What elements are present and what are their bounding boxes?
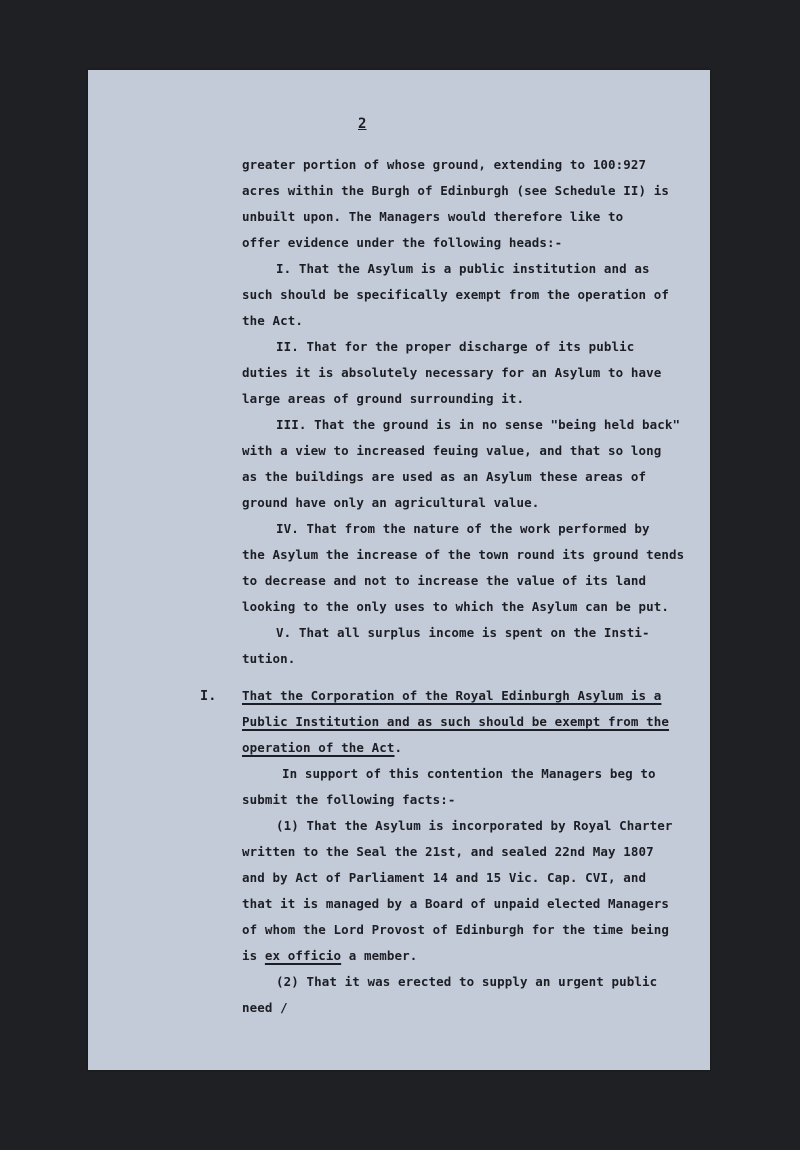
head-line: III. That the ground is in no sense "being held back": [276, 417, 681, 432]
head-line: the Act.: [242, 313, 304, 328]
section-numeral: I.: [200, 688, 217, 704]
head-line: large areas of ground surrounding it.: [242, 391, 525, 406]
fact-line: and by Act of Parliament 14 and 15 Vic. Cap. CVI, and: [242, 870, 647, 885]
section-heading-line: Public Institution and as such should be exempt from the: [242, 714, 670, 729]
fact-line: need /: [242, 1000, 288, 1015]
section-heading-line: That the Corporation of the Royal Edinburgh Asylum is a: [242, 688, 662, 703]
head-line: as the buildings are used as an Asylum these areas of: [242, 469, 647, 484]
section-heading-text: operation of the Act: [242, 740, 395, 755]
fact-line: written to the Seal the 21st, and sealed 22nd May 1807: [242, 844, 654, 859]
fact-line: (1) That the Asylum is incorporated by Royal Charter: [276, 818, 673, 833]
head-line: such should be specifically exempt from the operation of: [242, 287, 670, 302]
body-line: offer evidence under the following heads:-: [242, 235, 563, 250]
head-line: the Asylum the increase of the town round its ground tends: [242, 547, 685, 562]
fact-line: of whom the Lord Provost of Edinburgh for the time being: [242, 922, 670, 937]
fact-line: [242, 948, 417, 963]
body-line: unbuilt upon. The Managers would therefore like to: [242, 209, 624, 224]
head-line: looking to the only uses to which the Asylum can be put.: [242, 599, 670, 614]
head-line: V. That all surplus income is spent on the Insti-: [276, 625, 650, 640]
head-line: IV. That from the nature of the work performed by: [276, 521, 650, 536]
section-heading-line: [242, 740, 402, 755]
fact-text: a member.: [341, 948, 418, 963]
head-line: II. That for the proper discharge of its public: [276, 339, 635, 354]
body-line: greater portion of whose ground, extending to 100:927: [242, 157, 647, 172]
head-line: with a view to increased feuing value, and that so long: [242, 443, 662, 458]
head-line: to decrease and not to increase the value of its land: [242, 573, 647, 588]
head-line: ground have only an agricultural value.: [242, 495, 540, 510]
body-line: acres within the Burgh of Edinburgh (see Schedule II) is: [242, 183, 670, 198]
body-line: In support of this contention the Managers beg to: [282, 766, 656, 781]
page-number: 2: [358, 116, 367, 132]
body-line: submit the following facts:-: [242, 792, 456, 807]
fact-text: is: [242, 948, 265, 963]
head-line: duties it is absolutely necessary for an Asylum to have: [242, 365, 662, 380]
ex-officio-text: ex officio: [264, 948, 342, 963]
head-line: I. That the Asylum is a public institution and as: [276, 261, 650, 276]
section-heading-end: .: [394, 740, 403, 755]
head-line: tution.: [242, 651, 296, 666]
fact-line: that it is managed by a Board of unpaid elected Managers: [242, 896, 670, 911]
fact-line: (2) That it was erected to supply an urgent public: [276, 974, 658, 989]
